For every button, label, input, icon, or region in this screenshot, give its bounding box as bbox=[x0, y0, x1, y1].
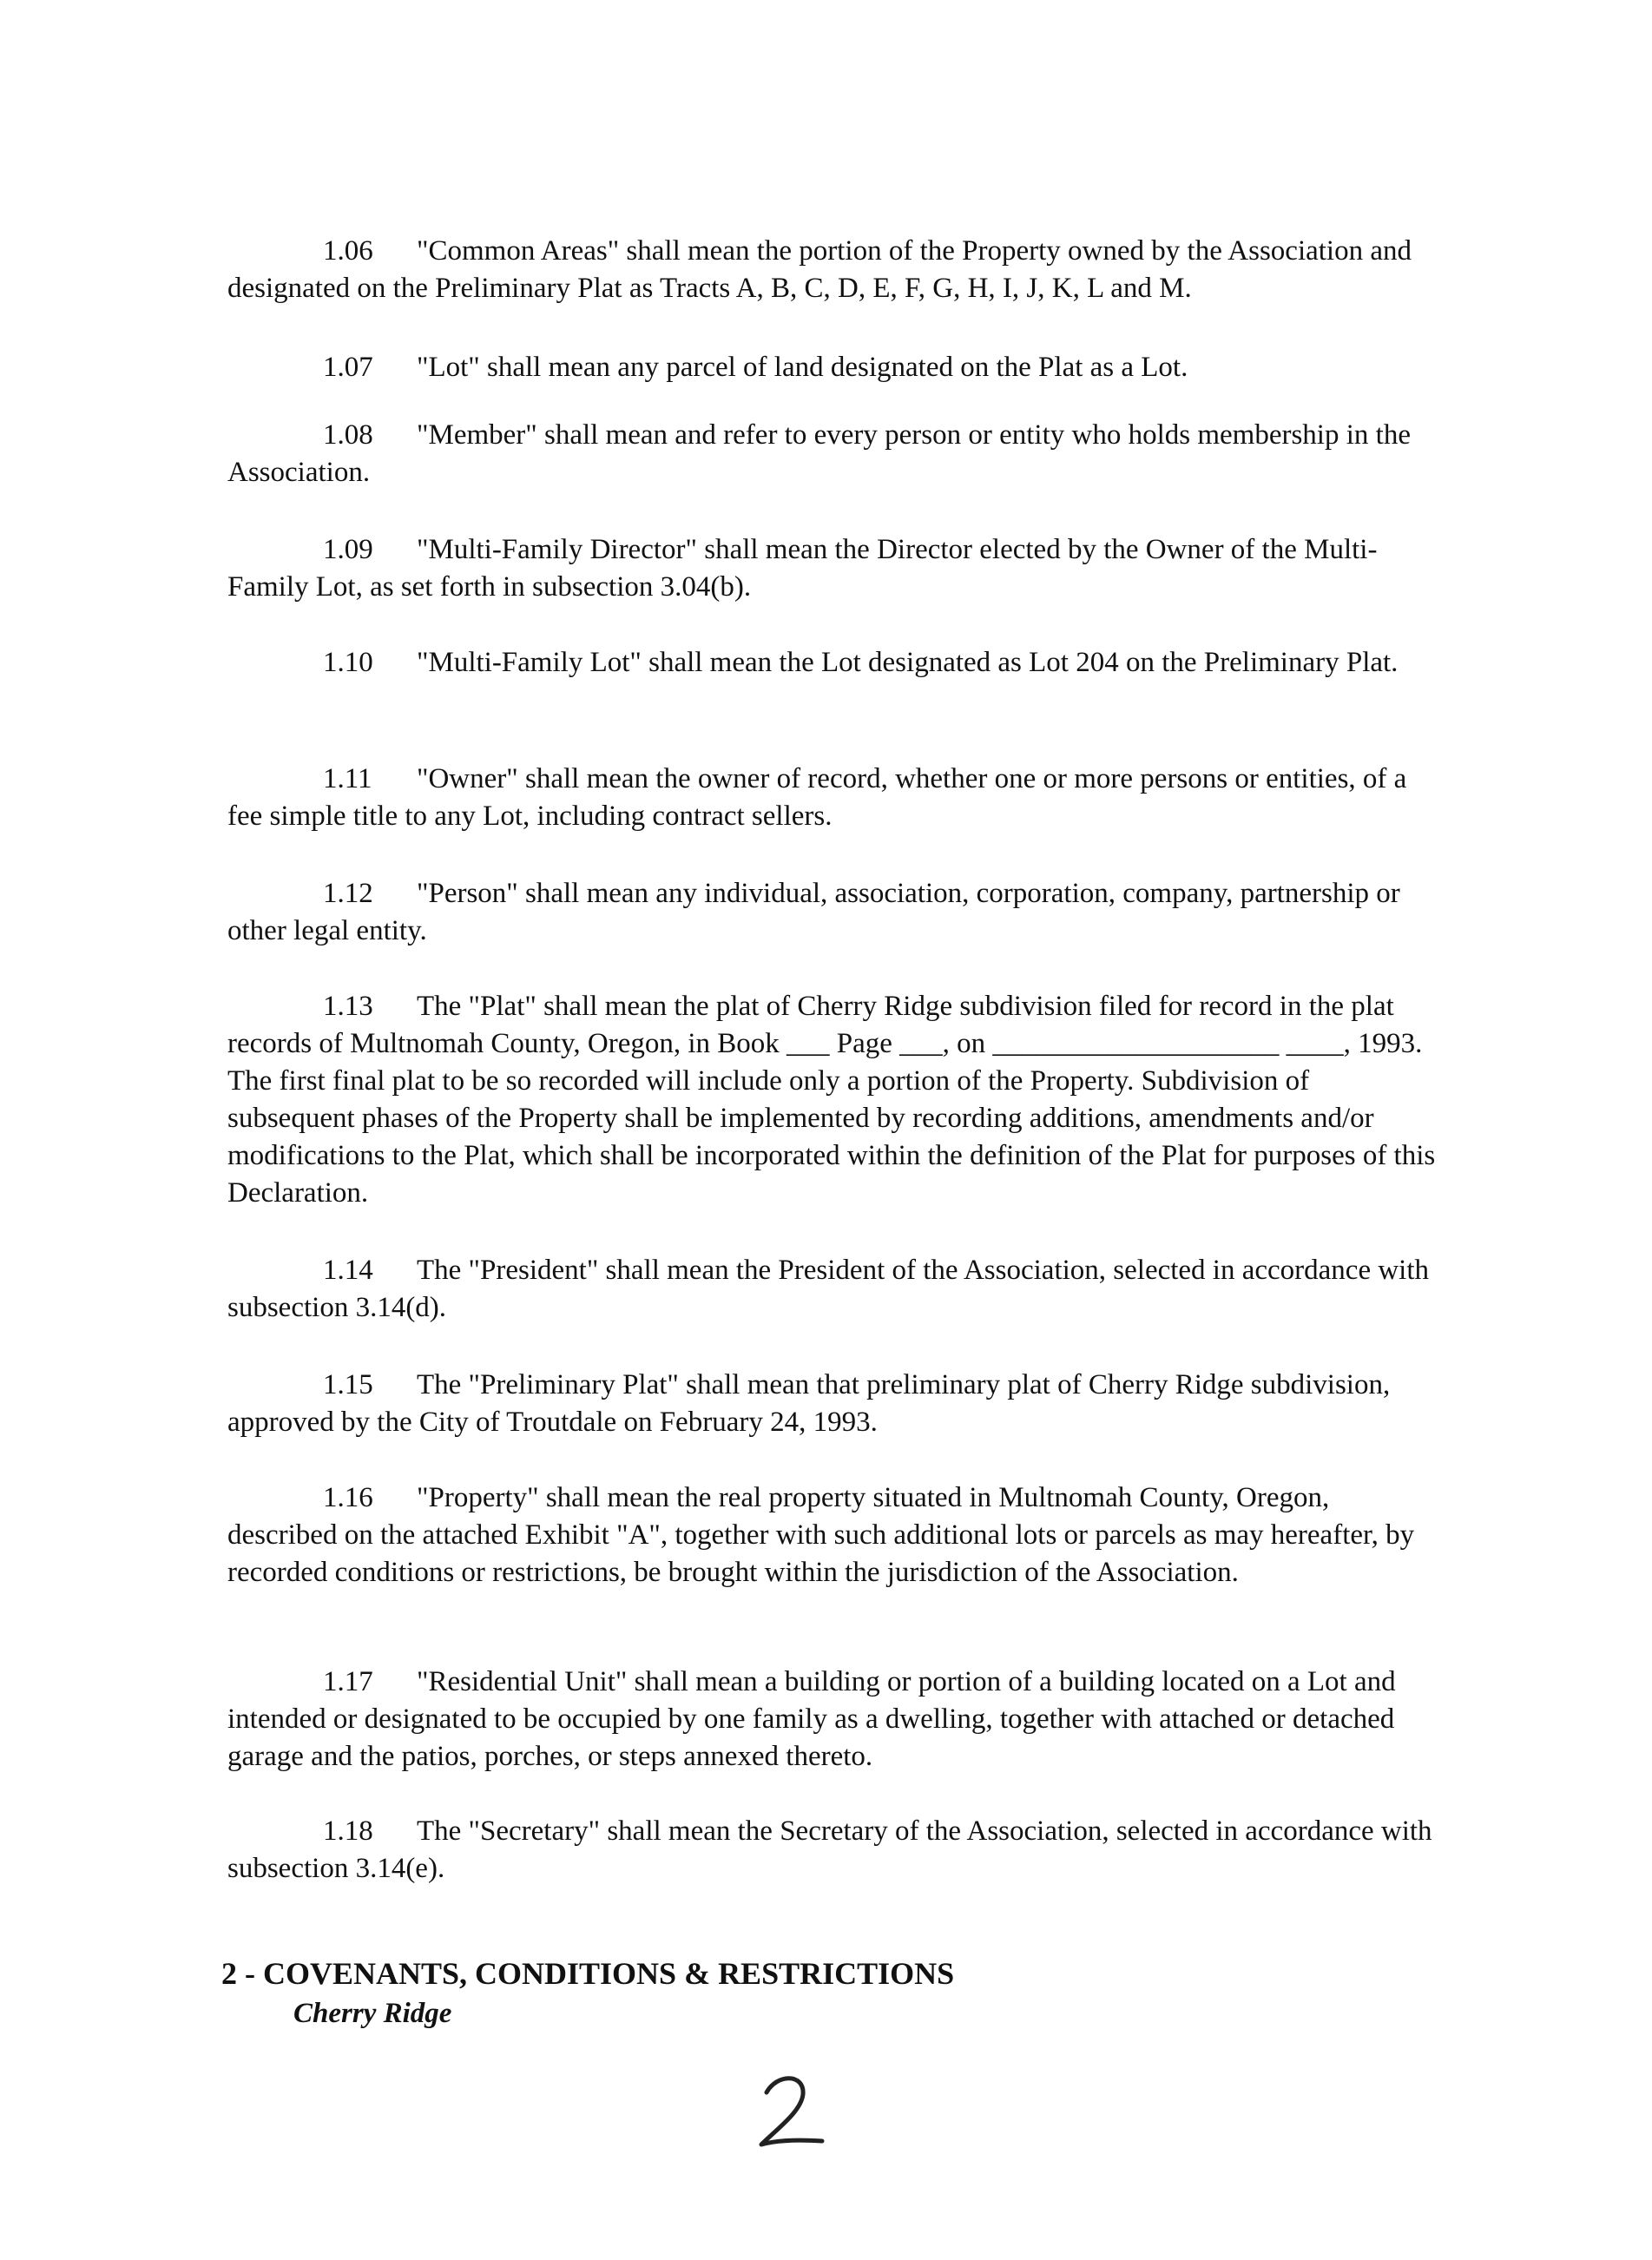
definition-number: 1.06 bbox=[323, 235, 373, 267]
definition-number: 1.14 bbox=[323, 1255, 373, 1286]
definition-1-11 bbox=[227, 761, 1443, 835]
definition-text: "Multi-Family Director" shall mean the Director elected by the Owner of the Multi-Family Lot, as set forth in subsection 3.04(b). bbox=[227, 534, 1378, 603]
definition-number: 1.15 bbox=[323, 1369, 373, 1400]
definition-text: "Lot" shall mean any parcel of land designated on the Plat as a Lot. bbox=[417, 352, 1188, 383]
definition-number: 1.07 bbox=[323, 352, 373, 383]
footer-subtitle: Cherry Ridge bbox=[293, 1998, 452, 2029]
definition-1-17 bbox=[227, 1664, 1443, 1776]
definition-text: "Common Areas" shall mean the portion of the Property owned by the Association and designated on the Preliminary Plat as Tracts A, B, C, D, E, F, G, H, I, J, K, L and M. bbox=[227, 235, 1412, 304]
definition-number: 1.18 bbox=[323, 1815, 373, 1847]
definition-text: The "Preliminary Plat" shall mean that preliminary plat of Cherry Ridge subdivision, approved by the City of Troutdale on February 24, 1993. bbox=[227, 1369, 1391, 1438]
definition-1-15 bbox=[227, 1367, 1443, 1441]
definition-1-07 bbox=[227, 349, 1443, 386]
definition-number: 1.11 bbox=[323, 763, 372, 794]
definition-text: The "President" shall mean the President of the Association, selected in accordance with subsection 3.14(d). bbox=[227, 1255, 1430, 1323]
definition-number: 1.10 bbox=[323, 647, 373, 678]
definition-number: 1.13 bbox=[323, 991, 373, 1022]
definition-number: 1.17 bbox=[323, 1666, 373, 1697]
definition-text: "Person" shall mean any individual, association, corporation, company, partnership or other legal entity. bbox=[227, 878, 1400, 946]
definition-number: 1.16 bbox=[323, 1482, 373, 1513]
definition-number: 1.12 bbox=[323, 878, 373, 909]
footer-title: 2 - COVENANTS, CONDITIONS & RESTRICTIONS bbox=[221, 1956, 955, 1991]
definition-1-16 bbox=[227, 1479, 1443, 1591]
definition-1-12 bbox=[227, 875, 1443, 950]
definition-1-09 bbox=[227, 531, 1443, 606]
definition-text: "Owner" shall mean the owner of record, whether one or more persons or entities, of a fee simple title to any Lot, including contract sellers. bbox=[227, 763, 1407, 832]
definition-1-18 bbox=[227, 1813, 1443, 1888]
definition-1-13 bbox=[227, 988, 1443, 1212]
definition-text: "Member" shall mean and refer to every person or entity who holds membership in the Association. bbox=[227, 419, 1411, 488]
definition-text: The "Secretary" shall mean the Secretary of the Association, selected in accordance with subsection 3.14(e). bbox=[227, 1815, 1432, 1884]
definition-number: 1.09 bbox=[323, 534, 373, 565]
definition-1-10 bbox=[227, 644, 1443, 682]
definition-1-06 bbox=[227, 233, 1443, 307]
definition-1-14 bbox=[227, 1252, 1443, 1327]
handwritten-page-number-icon bbox=[742, 2066, 829, 2162]
definition-text: "Multi-Family Lot" shall mean the Lot designated as Lot 204 on the Preliminary Plat. bbox=[417, 647, 1399, 678]
definition-text: "Property" shall mean the real property situated in Multnomah County, Oregon, described on the attached Exhibit "A", together with such additional lots or parcels as may hereafter, by recorded conditions or restrictions, be brought within the jurisdiction of the Association. bbox=[227, 1482, 1415, 1588]
definition-number: 1.08 bbox=[323, 419, 373, 451]
definition-1-08 bbox=[227, 417, 1443, 491]
definition-text: The "Plat" shall mean the plat of Cherry Ridge subdivision filed for record in the plat records of Multnomah County, Oregon, in Book ___ Page ___, on ____________________ ____, 1993. The first final plat to be so recorded will include only a portion of the Property. Subdivision of subsequent phases of the Property shall be implemented by recording additions, amendments and/or modifications to the Plat, which shall be incorporated within the definition of the Plat for purposes of this Declaration. bbox=[227, 991, 1436, 1209]
definition-text: "Residential Unit" shall mean a building or portion of a building located on a Lot and intended or designated to be occupied by one family as a dwelling, together with attached or detached garage and the patios, porches, or steps annexed thereto. bbox=[227, 1666, 1396, 1772]
